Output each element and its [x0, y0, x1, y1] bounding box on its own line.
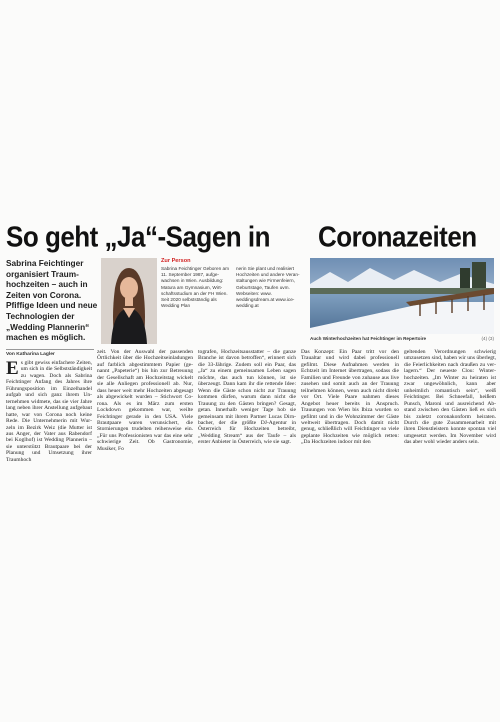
drop-cap: E	[6, 360, 19, 379]
photo-credit: (4) (3)	[481, 336, 494, 341]
headline	[6, 214, 496, 259]
portrait-photo	[101, 258, 157, 344]
article-column-5: geltenden Verordnungen schwierig umzusetzen sind, haben wir uns überlegt, die Feierlichkeiten nach draußen zu verlagern.“ Der neueste Clou: Winterhochzeiten. „Im Winter zu heiraten ist zwar ungewöhnlich, kann aber unheimlich romantisch sein“, weiß Feichtinger. Bei Schneefall, heißem Punsch, Maroni und ausreichend Abstand zwischen den Gästen ließ es sich bis zuletzt coronakonform heiraten. Durch die gute Zusammenarbeit mit ihren Dienstleistern konnte spontan viel umgesetzt werden. Im November wird das aber wohl wieder anders sein.	[404, 349, 496, 446]
headline-left: So geht „Ja“-Sagen in	[6, 219, 270, 254]
profile-col-1: Sabrina Feichtinger Geboren am 11. September 1987, aufgewachsen in Wien. Ausbildung: Matura am Gymnasium, Wirtschaftsstudium an der FH Wien. Seit 2020 selbstständig als Wedding Plan	[161, 266, 230, 309]
article-column-2: zeit. Von der Auswahl der passenden Örtlichkeit über die Hochzeitseinladungen auf farblich abgestimmtem Papier (genannt „Papeterie“) bis hin zur Betreuung der Gesellschaft am Hochzeitstag wickelt sie alle Anliegen professionell ab. Nur, dass heuer weit mehr Hochzeiten abgesagt als abgewickelt wurden – Stichwort Corona. Als es im März zum ersten Lockdown gekommen war, weilte Feichtinger gerade in den USA. Viele Brautpaare waren verunsichert, die Stornierungen trudelten reihenweise ein. „Für uns Professionisten war das eine sehr schwierige Zeit. Ob Gastronomie, Musiker, Fo	[97, 349, 193, 452]
article-column-3: tografen, Hochzeitsausstatter – die ganze Branche ist davon betroffen“, erinnert sich die 33-Jährige. Zudem soll ein Paar, das „Ja“ zu einem gemeinsamen Leben sagen möchte, das auch tun können, ist sie überzeugt. Dann kam ihr die rettende Idee: Wenn die Gäste schon nicht zur Trauung kommen dürfen, warum dann nicht die Trauung zu den Gästen bringen? Gesagt, getan. Innerhalb weniger Tage hob sie gemeinsam mit ihrem Partner Lucas Dirnbacher, der die größte DJ-Agentur in Österreich für Hochzeiten betreibt, „Wedding Stream“ aus der Taufe – als erster Anbieter in Österreich, wie sie sagt.	[198, 349, 296, 446]
profile-tag: Zur Person	[161, 258, 191, 264]
column-1-text: s gibt gewiss einfachere Zeiten, um sich in die Selbstständigkeit zu wagen. Doch als Sabrina Feichtinger Anfang des Jahres ihre Führungsposition im Einzelhandel aufgab und sich ganz ihrem Unternehmen widmete, das sie vier Jahre lang neben ihrer Anstellung aufgebaut hatte, war von Corona noch keine Rede. Die Unternehmerin mit Wurzeln im Bezirk Weiz (die Mutter ist aus Anger, der Vater aus Rabendorf bei Koglhof) ist Wedding Plannerin – sie unterstützt Brautpaare bei der Planung und Umsetzung ihrer Traumhoch	[6, 360, 92, 463]
winter-wedding-photo	[310, 258, 494, 334]
lead-text: Sabrina Feichtinger organisiert Traumhochzeiten – auch in Zeiten von Corona. Pfiffige Ideen und neue Technologien der „Wedding Plannerin“ machen es möglich.	[6, 258, 98, 343]
article-column-1	[6, 360, 92, 510]
headline-right: Coronazeiten	[318, 219, 477, 254]
byline: Von Katharina Lagler	[6, 349, 94, 357]
profile-col-2: nerin Sie plant und realisiert Hochzeiten und andere Veranstaltungen wie Firmenfeiern, Geburtstage, Taufen uvm. Webseiten: www. weddingsdream.at www.ice-wedding.at	[236, 266, 300, 309]
profile-box	[161, 258, 305, 309]
article-column-4: Das Konzept: Ein Paar tritt vor den Traualtar und wird dabei professionell gefilmt. Diese Aufnahmen werden in Echtzeit im Internet übertragen, sodass die Familien und Freunde von zuhause aus live zusehen und somit auch an der Trauung teilnehmen können, wenn auch nicht direkt vor Ort. Viele Paare nahmen dieses Angebot heuer bereits in Anspruch. Trauungen von Wien bis Ibiza wurden so gefilmt und in die Wohnzimmer der Gäste weltweit übertragen. Doch damit nicht genug, schließlich will Feichtinger so viele geplante Hochzeiten wie möglich retten: „Da Hochzeiten indoor mit den	[301, 349, 399, 446]
photo-caption	[310, 336, 494, 341]
caption-text: Auch Winterhochzeiten hat Feichtinger im Repertoire	[310, 336, 427, 341]
